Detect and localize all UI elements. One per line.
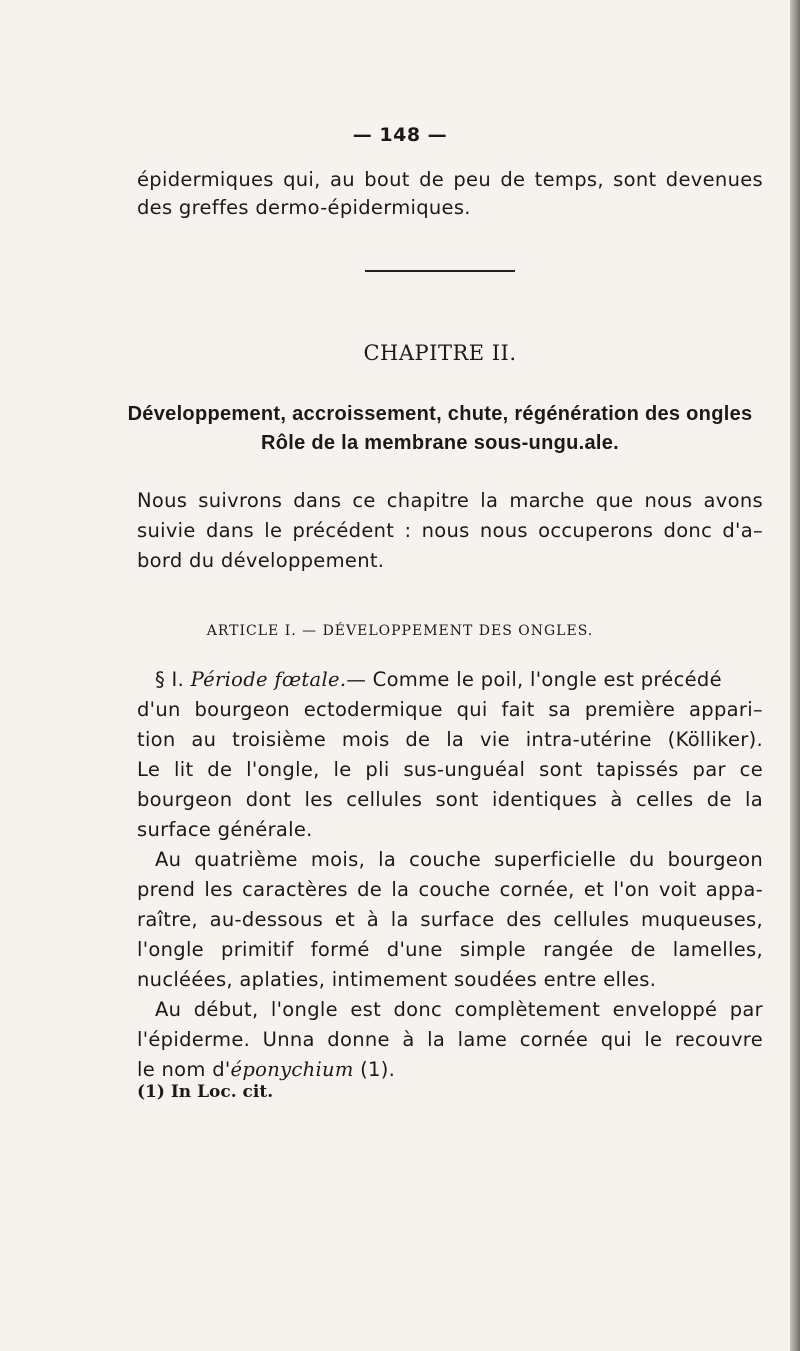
para3-line-1: Au quatrième mois, la couche superficielle du bourgeon bbox=[155, 848, 763, 871]
para2-line-1-rest: — Comme le poil, l'ongle est précédé bbox=[346, 668, 722, 691]
section-title: Période fœtale. bbox=[190, 668, 347, 691]
para2-line-6: surface générale. bbox=[137, 818, 313, 841]
para2-line-2: d'un bourgeon ectodermique qui fait sa première appari– bbox=[137, 698, 763, 721]
chapter-subtitle-1: Développement, accroissement, chute, régénération des ongles bbox=[127, 403, 753, 425]
term-eponychium: éponychium bbox=[230, 1058, 354, 1081]
para3-line-4: l'ongle primitif formé d'une simple rangée de lamelles, bbox=[137, 938, 763, 961]
para4-line-3-prefix: le nom d' bbox=[137, 1058, 231, 1081]
para3-line-2: prend les caractères de la couche cornée, et l'on voit appa- bbox=[137, 878, 763, 901]
para1-line-1: Nous suivrons dans ce chapitre la marche que nous avons bbox=[137, 489, 763, 512]
article-heading: ARTICLE I. — DÉVELOPPEMENT DES ONGLES. bbox=[206, 623, 594, 639]
para4-line-2: l'épiderme. Unna donne à la lame cornée qui le recouvre bbox=[137, 1028, 763, 1051]
page-number: — 148 — bbox=[352, 124, 448, 146]
footnote: (1) In Loc. cit. bbox=[137, 1082, 274, 1102]
intro-line-2: des greffes dermo-épidermiques. bbox=[137, 196, 471, 219]
para4-line-1: Au début, l'ongle est donc complètement enveloppé par bbox=[155, 998, 763, 1021]
para2-line-3: tion au troisième mois de la vie intra-utérine (Kölliker). bbox=[137, 728, 763, 751]
page-edge bbox=[790, 0, 800, 1351]
para1-line-3: bord du développement. bbox=[137, 549, 385, 572]
chapter-title: CHAPITRE II. bbox=[363, 341, 517, 365]
section-mark: § I. bbox=[155, 668, 185, 691]
para2-line-4: Le lit de l'ongle, le pli sus-unguéal sont tapissés par ce bbox=[137, 758, 763, 781]
section-divider bbox=[365, 270, 515, 272]
para3-line-5: nucléées, aplaties, intimement soudées entre elles. bbox=[137, 968, 657, 991]
para1-line-2: suivie dans le précédent : nous nous occuperons donc d'a– bbox=[137, 519, 763, 542]
para3-line-3: raître, au-dessous et à la surface des cellules muqueuses, bbox=[137, 908, 763, 931]
para4-line-3-suffix: (1). bbox=[353, 1058, 396, 1081]
para4-line-3 bbox=[137, 1057, 763, 1083]
para2-line-5: bourgeon dont les cellules sont identiques à celles de la bbox=[137, 788, 763, 811]
intro-line-1: épidermiques qui, au bout de peu de temps, sont devenues bbox=[137, 168, 763, 191]
para2-line-1 bbox=[155, 667, 763, 693]
chapter-subtitle-2: Rôle de la membrane sous-ungu.ale. bbox=[260, 432, 620, 454]
